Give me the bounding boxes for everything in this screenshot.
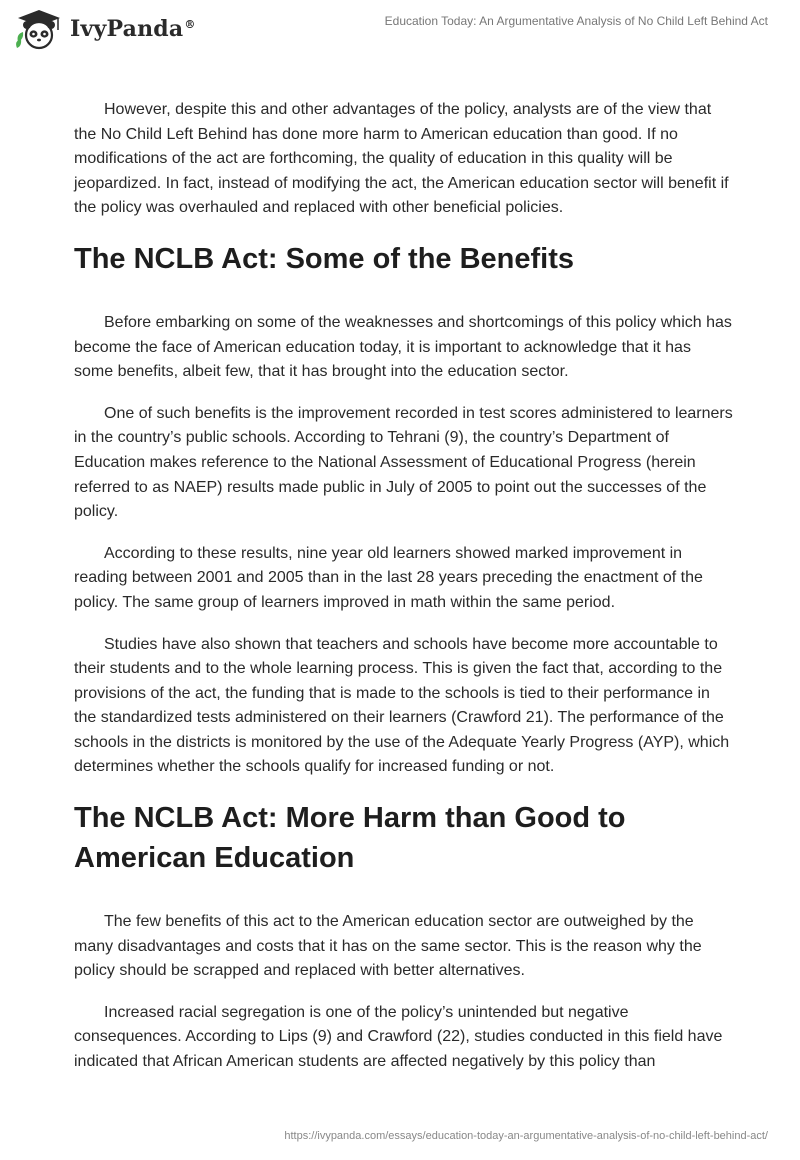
- paragraph: However, despite this and other advantages of the policy, analysts are of the view that the No Child Left Behind has done more harm to American education than good. If no modifications of the act are forthcoming, the quality of education in this quality will be jeopardized. In fact, instead of modifying the act, the American education sector will benefit if the policy was overhauled and replaced with other beneficial policies.: [74, 101, 729, 217]
- section-heading-benefits: The NCLB Act: Some of the Benefits: [74, 242, 575, 275]
- page-header: [0, 0, 800, 60]
- essay-header-title: Education Today: An Argumentative Analysis of No Child Left Behind Act: [384, 14, 768, 28]
- paragraph: One of such benefits is the improvement recorded in test scores administered to learners in the country’s public schools. According to Tehrani (9), the country’s Department of Education makes reference to the National Assessment of Educational Progress (herein referred to as NAEP) results made public in July of 2005 to point out the successes of the policy.: [74, 404, 733, 521]
- paragraph: According to these results, nine year old learners showed marked improvement in reading between 2001 and 2005 than in the last 28 years preceding the enactment of the policy. The same group of learners improved in math within the same period.: [74, 544, 703, 611]
- paragraph: The few benefits of this act to the American education sector are outweighed by the many disadvantages and costs that it has on the same sector. This is the reason why the policy should be scrapped and replaced with better alternatives.: [74, 913, 702, 980]
- ivypanda-logo[interactable]: [14, 8, 196, 50]
- source-url[interactable]: https://ivypanda.com/essays/education-today-an-argumentative-analysis-of-no-child-left-behind-act/: [284, 1130, 768, 1142]
- logo-wordmark: IvyPanda®: [70, 16, 196, 42]
- essay-body: [74, 98, 734, 1092]
- paragraph: Increased racial segregation is one of the policy’s unintended but negative consequences. According to Lips (9) and Crawford (22), studies conducted in this field have indicated that African American students are affected negatively by this policy than: [74, 1003, 723, 1071]
- paragraph: Studies have also shown that teachers and schools have become more accountable to their students and to the whole learning process. This is given the fact that, according to the provisions of the act, the funding that is made to the schools is tied to their performance in the standardized tests administered on their learners (Crawford 21). The performance of the schools in the districts is monitored by the use of the Adequate Yearly Progress (AYP), which determines whether the schools qualify for increased funding or not.: [74, 635, 730, 776]
- paragraph: Before embarking on some of the weaknesses and shortcomings of this policy which has become the face of American education today, it is important to acknowledge that it has some benefits, albeit few, that it has brought into the education sector.: [74, 313, 732, 381]
- section-heading-harm: The NCLB Act: More Harm than Good to American Education: [74, 802, 626, 875]
- panda-graduate-icon: [14, 8, 64, 50]
